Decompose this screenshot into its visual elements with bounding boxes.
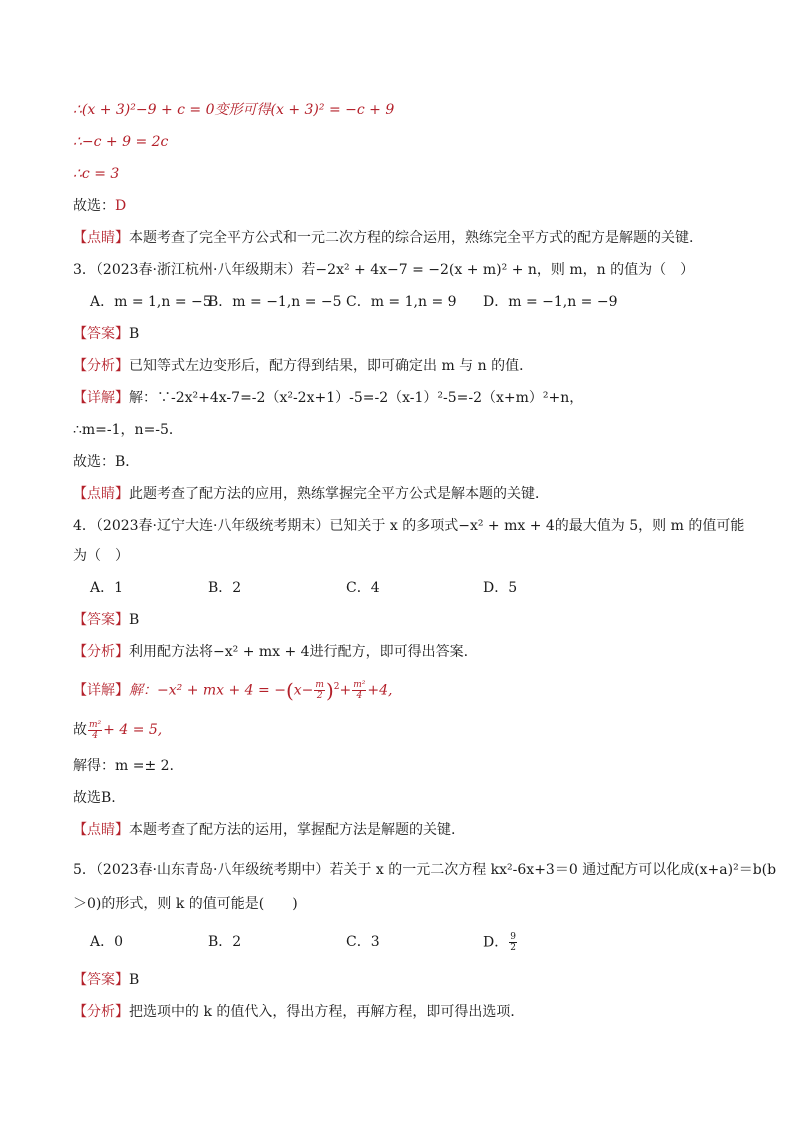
q4-gu-label: 故 xyxy=(73,722,87,738)
q4-option-a: A．1 xyxy=(90,580,124,596)
q4-answer xyxy=(73,610,139,630)
q3-analysis-text: 已知等式左边变形后，配方得到结果，即可确定出 m 与 n 的值． xyxy=(129,358,534,374)
q4-option-d: D．5 xyxy=(483,580,518,596)
fraction-m2-over-4-b: $\frac{\text{m²}}{4}$ xyxy=(89,719,102,741)
q3-detail xyxy=(73,388,583,408)
q4-stem-1: 4．（2023春·辽宁大连·八年级统考期末）已知关于 x 的多项式−x² + mx + 4的最大值为 5，则 m 的值可能 xyxy=(73,518,745,534)
comment-text: 本题考查了完全平方公式和一元二次方程的综合运用，熟练完全平方式的配方是解题的关键. xyxy=(129,230,694,246)
q3-analysis-tag: 【分析】 xyxy=(73,358,129,374)
open-paren: ( xyxy=(285,678,294,703)
q4-answer-value: B xyxy=(129,612,140,628)
derivation-line-2: ∴−c + 9 = 2c xyxy=(73,134,169,150)
q4-detail-x: x− xyxy=(293,682,314,699)
q5-analysis-tag: 【分析】 xyxy=(73,1004,129,1020)
q5-option-b: B．2 xyxy=(208,934,242,950)
q4-detail-tag: 【详解】 xyxy=(73,682,129,699)
q4-option-b: B．2 xyxy=(208,580,242,596)
square-sup: 2 xyxy=(333,682,340,692)
fraction-9-over-2: $\frac{9}{2}$ xyxy=(510,932,516,953)
q3-comment xyxy=(73,484,549,504)
fraction-m-over-2: $\frac{m}{2}$ xyxy=(315,680,324,702)
q4-detail xyxy=(73,672,392,706)
q5-option-d: D． $\frac{9}{2}$ xyxy=(483,932,516,953)
q3-comment-text: 此题考查了配方法的应用，熟练掌握完全平方公式是解本题的关键． xyxy=(129,486,549,502)
q3-analysis xyxy=(73,356,533,376)
q5-analysis-text: 把选项中的 k 的值代入，得出方程，再解方程，即可得出选项． xyxy=(129,1004,525,1020)
q4-gu-end: + 4 = 5, xyxy=(103,722,163,738)
q4-answer-tag: 【答案】 xyxy=(73,612,129,628)
q3-option-d: D．m = −1,n = −9 xyxy=(483,294,618,310)
q3-answer xyxy=(73,324,139,344)
q4-analysis-text: 利用配方法将−x² + mx + 4进行配方，即可得出答案. xyxy=(129,644,469,660)
q5-answer xyxy=(73,970,139,990)
q4-option-c: C．4 xyxy=(346,580,380,596)
q3-detail-tag: 【详解】 xyxy=(73,390,129,406)
choice-value: D xyxy=(115,198,127,214)
q3-stem: 3．（2023春·浙江杭州·八年级期末）若−2x² + 4x−7 = −2(x + m)² + n，则 m，n 的值为（ ） xyxy=(73,262,695,278)
choice-line xyxy=(73,196,126,216)
choice-label: 故选： xyxy=(73,198,115,214)
q5-stem-1: 5．（2023春·山东青岛·八年级统考期中）若关于 x 的一元二次方程 kx²-6x+3＝0 通过配方可以化成(x+a)²＝b(b xyxy=(73,862,777,878)
derivation-line-3: ∴c = 3 xyxy=(73,166,120,182)
q4-solve: 解得：m =± 2. xyxy=(73,758,174,774)
fraction-m2-over-4: $\frac{\text{m²}}{4}$ xyxy=(353,680,366,702)
q4-comment-text: 本题考查了配方法的运用，掌握配方法是解题的关键. xyxy=(129,822,456,838)
q4-detail-plus: + xyxy=(339,682,352,699)
q4-detail-prefix: 解：−x² + mx + 4 = − xyxy=(129,682,286,699)
q5-stem-2: ＞0)的形式，则 k 的值可能是( ) xyxy=(73,896,298,912)
q5-option-c: C．3 xyxy=(346,934,380,950)
q4-comment xyxy=(73,820,455,840)
q3-answer-value: B xyxy=(129,326,140,342)
q4-gu xyxy=(73,716,162,744)
q3-detail-text: 解：∵-2x²+4x-7=-2（x²-2x+1）-5=-2（x-1）²-5=-2（x+m）²+n， xyxy=(129,390,584,406)
q4-choose: 故选B. xyxy=(73,790,116,806)
q3-comment-tag: 【点睛】 xyxy=(73,486,129,502)
q3-option-b: B．m = −1,n = −5 xyxy=(208,294,342,310)
q4-analysis xyxy=(73,642,468,662)
q4-detail-end: +4, xyxy=(367,682,393,699)
q4-analysis-tag: 【分析】 xyxy=(73,644,129,660)
close-paren: ) xyxy=(325,678,334,703)
q3-detail-2: ∴m=-1，n=-5． xyxy=(73,422,183,438)
q5-answer-value: B xyxy=(129,972,140,988)
comment-tag: 【点睛】 xyxy=(73,230,129,246)
q4-stem-2: 为（ ） xyxy=(73,548,129,564)
q5-option-a: A．0 xyxy=(90,934,124,950)
derivation-line-1: ∴(x + 3)²−9 + c = 0变形可得(x + 3)² = −c + 9 xyxy=(73,102,395,118)
comment-line xyxy=(73,228,693,248)
q3-choose: 故选：B． xyxy=(73,454,140,470)
q5-answer-tag: 【答案】 xyxy=(73,972,129,988)
q3-option-c: C．m = 1,n = 9 xyxy=(346,294,457,310)
q3-option-a: A．m = 1,n = −5 xyxy=(90,294,212,310)
q5-analysis xyxy=(73,1002,524,1022)
q4-comment-tag: 【点睛】 xyxy=(73,822,129,838)
q3-answer-tag: 【答案】 xyxy=(73,326,129,342)
